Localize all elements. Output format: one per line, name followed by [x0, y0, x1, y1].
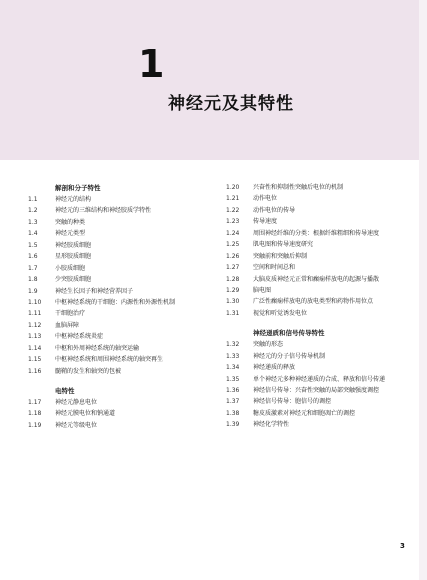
toc-entry-text: 脑电图: [253, 286, 272, 294]
toc-number: 1.4: [28, 230, 38, 238]
toc-entry-1-26: [226, 251, 411, 262]
toc-entry-1-30: [226, 296, 411, 307]
toc-entry-text: 动作电位: [253, 195, 278, 203]
toc-entry-text: 星形胶质细胞: [55, 253, 92, 261]
toc-entry-1-18: [28, 408, 218, 419]
toc-number: 1.22: [226, 206, 240, 214]
toc-entry-1-16: [28, 366, 218, 377]
section-gap: [28, 377, 218, 385]
toc-entry-1-21: [226, 193, 411, 204]
toc-entry-1-36: [226, 385, 411, 396]
toc-entry-text: 大脑皮质神经元正常和癫痫样放电的起源与播散: [253, 275, 380, 283]
toc-number: 1.12: [28, 321, 42, 329]
toc-entry-text: 突触的形态: [253, 341, 284, 349]
toc-number: 1.6: [28, 253, 38, 261]
toc-number: 1.8: [28, 276, 38, 284]
toc-number: 1.13: [28, 333, 42, 341]
toc-number: 1.24: [226, 229, 240, 237]
toc-entry-text: 神经元的分子信号传导机制: [253, 352, 326, 360]
toc-number: 1.10: [28, 298, 42, 306]
toc-entry-text: 糖皮质激素对神经元和细胞凋亡的调控: [253, 409, 356, 417]
toc-entry-text: 神经胶质细胞: [55, 241, 92, 249]
toc-entry-1-12: [28, 320, 218, 331]
toc-entry-1-9: [28, 286, 218, 297]
toc-entry-text: 神经生长因子和神经营养因子: [55, 287, 134, 295]
toc-entry-text: 小胶质细胞: [55, 264, 86, 272]
toc-entry-1-19: [28, 420, 218, 431]
toc-entry-text: 神经元等级电位: [55, 421, 98, 429]
toc-entry-text: 血脑屏障: [55, 321, 80, 329]
toc-entry-text: 肌电图和传导速度研究: [253, 241, 314, 249]
toc-entry-text: 兴奋性和抑制性突触后电位的机制: [253, 184, 344, 191]
toc-number: 1.31: [226, 309, 240, 317]
toc-left-column: [28, 182, 218, 431]
toc-entry-text: 中枢神经系统炎症: [55, 333, 104, 341]
toc-entry-text: 神经元的结构: [55, 196, 92, 203]
toc-entry-1-10: [28, 297, 218, 308]
toc-number: 1.21: [226, 195, 240, 203]
toc-number: 1.33: [226, 352, 240, 360]
toc-entry-text: 广泛性癫痫样放电的放电类型和药物作用位点: [253, 298, 374, 306]
toc-entry-text: 神经化学特性: [253, 421, 290, 429]
toc-entry-text: 神经信号传导：胞信号的调控: [253, 398, 332, 406]
section-title-electrical: 电特性: [55, 387, 75, 395]
toc-number: 1.19: [28, 421, 42, 429]
toc-number: 1.9: [28, 287, 38, 295]
toc-number: 1.28: [226, 275, 240, 283]
toc-entry-text: 神经元类型: [55, 230, 86, 238]
toc-number: 1.30: [226, 298, 240, 306]
toc-entry-1-13: [28, 331, 218, 342]
toc-entry-text: 传导速度: [253, 218, 278, 226]
toc-number: 1.23: [226, 218, 240, 226]
toc-number: 1.36: [226, 387, 240, 394]
toc-number: 1.11: [28, 310, 42, 318]
toc-number: 1.35: [226, 375, 240, 383]
page-edge-strip: [419, 0, 427, 580]
toc-entry-1-34: [226, 362, 411, 373]
toc-right-column: [226, 182, 411, 431]
toc-entry-1-23: [226, 216, 411, 227]
toc-entry-text: 周围神经纤维的分类：根据纤维粗细和传导速度: [253, 229, 380, 237]
toc-number: 1.15: [28, 356, 42, 364]
toc-entry-1-28: [226, 274, 411, 285]
toc-number: 1.16: [28, 367, 42, 375]
toc-entry-text: 视觉和听觉诱发电位: [253, 309, 308, 317]
toc-number: 1.3: [28, 218, 38, 226]
toc-number: 1.7: [28, 264, 38, 272]
toc-number: 1.27: [226, 264, 240, 272]
toc-number: 1.17: [28, 399, 42, 406]
toc-entry-text: 少突胶质细胞: [55, 276, 92, 284]
toc-entry-1-33: [226, 351, 411, 362]
toc-entry-text: 干细胞治疗: [55, 310, 86, 318]
chapter-header-band: [0, 0, 419, 160]
toc-number: 1.5: [28, 241, 38, 249]
toc-entry-1-2: [28, 205, 218, 216]
toc-entry-1-25: [226, 239, 411, 250]
toc-entry-text: 突触前和突触后抑制: [253, 252, 308, 260]
toc-number: 1.1: [28, 196, 38, 203]
toc-entry-1-15: [28, 354, 218, 365]
toc-entry-1-38: [226, 408, 411, 419]
toc-entry-1-27: [226, 262, 411, 273]
toc-entry-1-35: [226, 374, 411, 385]
toc-entry-text: 神经元静息电位: [55, 399, 98, 406]
toc-number: 1.14: [28, 344, 42, 352]
toc-entry-1-6: [28, 251, 218, 262]
toc-entry-1-32: [226, 339, 411, 350]
chapter-number: 1: [138, 42, 165, 86]
toc-number: 1.39: [226, 421, 240, 429]
toc-number: 1.2: [28, 207, 38, 215]
toc-entry-text: 神经元膜电位和钠通道: [55, 410, 116, 418]
toc-entry-text: 神经递质的释放: [253, 364, 296, 372]
toc-number: 1.34: [226, 364, 240, 372]
toc-entry-1-24: [226, 228, 411, 239]
toc-number: 1.32: [226, 341, 240, 349]
section-title-anatomy: 解剖和分子特性: [55, 184, 101, 192]
toc-entry-1-3: [28, 217, 218, 228]
chapter-title: 神经元及其特性: [168, 94, 294, 114]
section-gap: [226, 319, 411, 327]
toc-entry-text: 动作电位的传导: [253, 206, 296, 214]
toc-entry-1-17: [28, 397, 218, 408]
toc-number: 1.18: [28, 410, 42, 418]
toc-number: 1.26: [226, 252, 240, 260]
toc-entry-text: 突触的种类: [55, 218, 86, 226]
toc-entry-text: 中枢神经系统和周围神经系统的轴突再生: [55, 356, 164, 364]
toc-entry-text: 神经信号传导：兴奋性突触的局部突触强度调控: [253, 387, 380, 394]
toc-entry-text: 中枢神经系统的干细胞：内源性和外源性机制: [55, 298, 176, 306]
toc-entry-1-29: [226, 285, 411, 296]
toc-number: 1.38: [226, 409, 240, 417]
toc-number: 1.29: [226, 286, 240, 294]
page-number: 3: [400, 542, 405, 550]
toc-number: 1.37: [226, 398, 240, 406]
toc-entry-1-39: [226, 419, 411, 430]
toc-entry-text: 空间和时间总和: [253, 264, 296, 272]
toc-entry-text: 中枢和外周神经系统的轴突运输: [55, 344, 140, 352]
toc-entry-1-8: [28, 274, 218, 285]
toc-number: 1.25: [226, 241, 240, 249]
toc-entry-1-1: [28, 194, 218, 205]
toc-entry-1-7: [28, 263, 218, 274]
toc-entry-1-31: [226, 308, 411, 319]
toc-entry-1-14: [28, 343, 218, 354]
toc-entry-text: 髓鞘的发生和轴突的包被: [55, 367, 122, 375]
toc-entry-1-11: [28, 308, 218, 319]
toc-entry-text: 单个神经元多种神经递质的合成、释放和信号传递: [253, 375, 386, 383]
toc-entry-1-5: [28, 240, 218, 251]
section-title-neurotransmitters: 神经递质和信号传导特性: [253, 329, 325, 338]
toc-entry-text: 神经元的三维结构和神经胶质学特性: [55, 207, 152, 215]
toc-entry-1-20: [226, 182, 411, 193]
toc-entry-1-4: [28, 228, 218, 239]
toc-entry-1-37: [226, 396, 411, 407]
toc-number: 1.20: [226, 184, 240, 191]
toc-entry-1-22: [226, 205, 411, 216]
